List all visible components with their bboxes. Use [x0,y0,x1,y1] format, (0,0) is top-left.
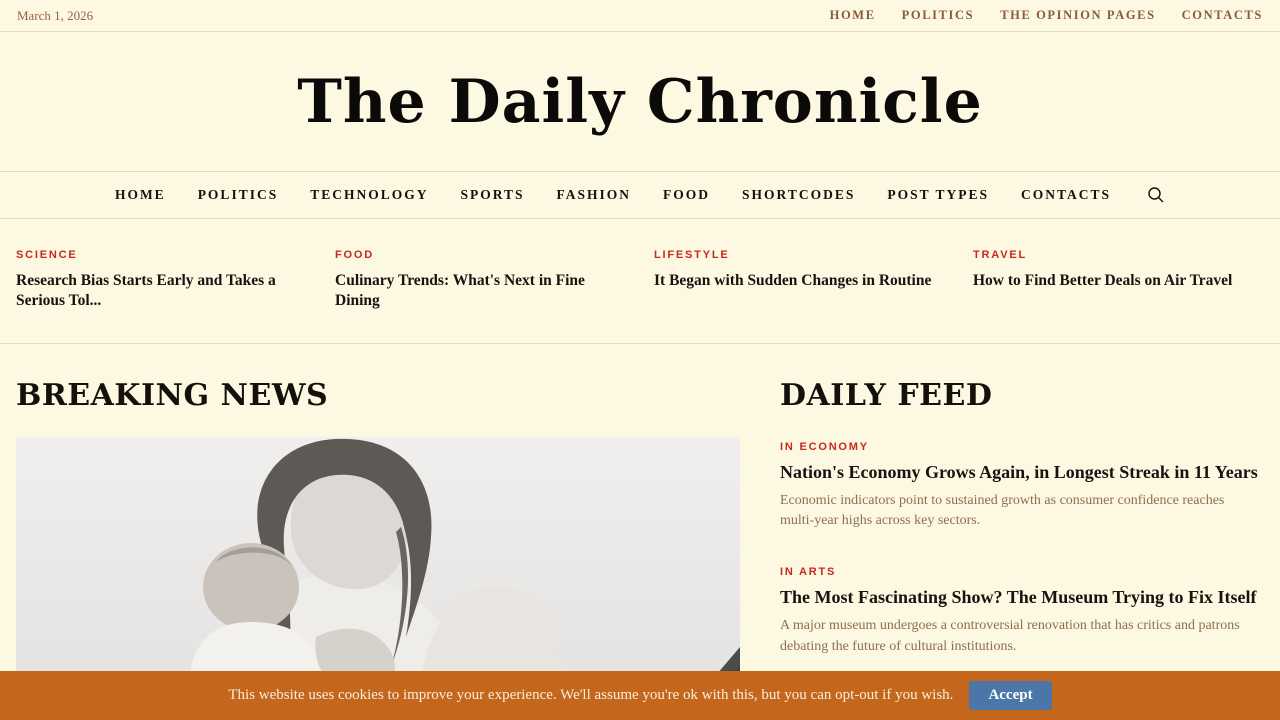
nav-politics[interactable]: POLITICS [197,187,279,202]
feed-headline[interactable]: The Most Fascinating Show? The Museum Trying to Fix Itself [780,586,1257,607]
category-badge[interactable]: SCIENCE [16,249,78,261]
breaking-news-section [16,344,740,720]
feed-item-arts [780,562,1264,657]
category-badge[interactable]: FOOD [335,249,374,261]
cookie-consent-bar [0,671,1280,720]
nav-sports[interactable]: SPORTS [460,187,525,202]
nav-post-types[interactable]: POST TYPES [887,187,990,202]
feed-summary: A major museum undergoes a controversial renovation that has critics and patrons debating the future of cultural institutions. [780,618,1240,654]
daily-feed-section [780,344,1264,720]
top-nav-politics[interactable]: POLITICS [901,8,975,22]
nav-home[interactable]: HOME [114,187,166,202]
category-badge[interactable]: LIFESTYLE [654,249,730,261]
nav-fashion[interactable]: FASHION [556,187,632,202]
top-nav-home[interactable]: HOME [829,8,876,22]
nav-technology[interactable]: TECHNOLOGY [310,187,429,202]
featured-headline[interactable]: Research Bias Starts Early and Takes a Serious Tol... [16,272,276,309]
featured-card-lifestyle[interactable] [654,249,945,311]
site-title[interactable]: The Daily Chronicle [297,66,983,137]
top-nav-contacts[interactable]: CONTACTS [1181,8,1263,22]
daily-feed-heading: DAILY FEED [780,377,993,413]
top-nav-opinion-pages[interactable]: THE OPINION PAGES [1000,8,1156,22]
nav-shortcodes[interactable]: SHORTCODES [742,187,856,202]
feed-item-economy [780,437,1264,532]
feed-headline[interactable]: Nation's Economy Grows Again, in Longest Streak in 11 Years [780,461,1258,482]
feed-summary: Economic indicators point to sustained growth as consumer confidence reaches multi-year highs across key sectors. [780,493,1225,529]
featured-card-food[interactable] [335,249,626,311]
search-icon[interactable] [1147,186,1165,204]
featured-headline[interactable]: It Began with Sudden Changes in Routine [654,272,932,289]
category-badge[interactable]: IN ECONOMY [780,440,869,453]
featured-headline[interactable]: Culinary Trends: What's Next in Fine Dining [335,272,585,309]
featured-card-travel[interactable] [973,249,1264,311]
main-content [0,344,1280,720]
main-nav [0,171,1280,219]
current-date: March 1, 2026 [17,7,94,23]
cookie-message: This website uses cookies to improve your experience. We'll assume you're ok with this, but you can opt-out if you wish. [228,687,954,703]
breaking-news-heading: BREAKING NEWS [16,377,329,413]
top-secondary-nav [830,8,1263,23]
featured-headline[interactable]: How to Find Better Deals on Air Travel [973,272,1233,289]
featured-card-science[interactable] [16,249,307,311]
featured-strip [0,219,1280,344]
category-badge[interactable]: IN ARTS [780,565,837,578]
category-badge[interactable]: TRAVEL [973,249,1027,261]
nav-food[interactable]: FOOD [663,187,711,202]
accept-cookies-button[interactable]: Accept [969,681,1051,710]
masthead [0,32,1280,171]
top-bar [0,0,1280,32]
nav-contacts[interactable]: CONTACTS [1021,187,1112,202]
